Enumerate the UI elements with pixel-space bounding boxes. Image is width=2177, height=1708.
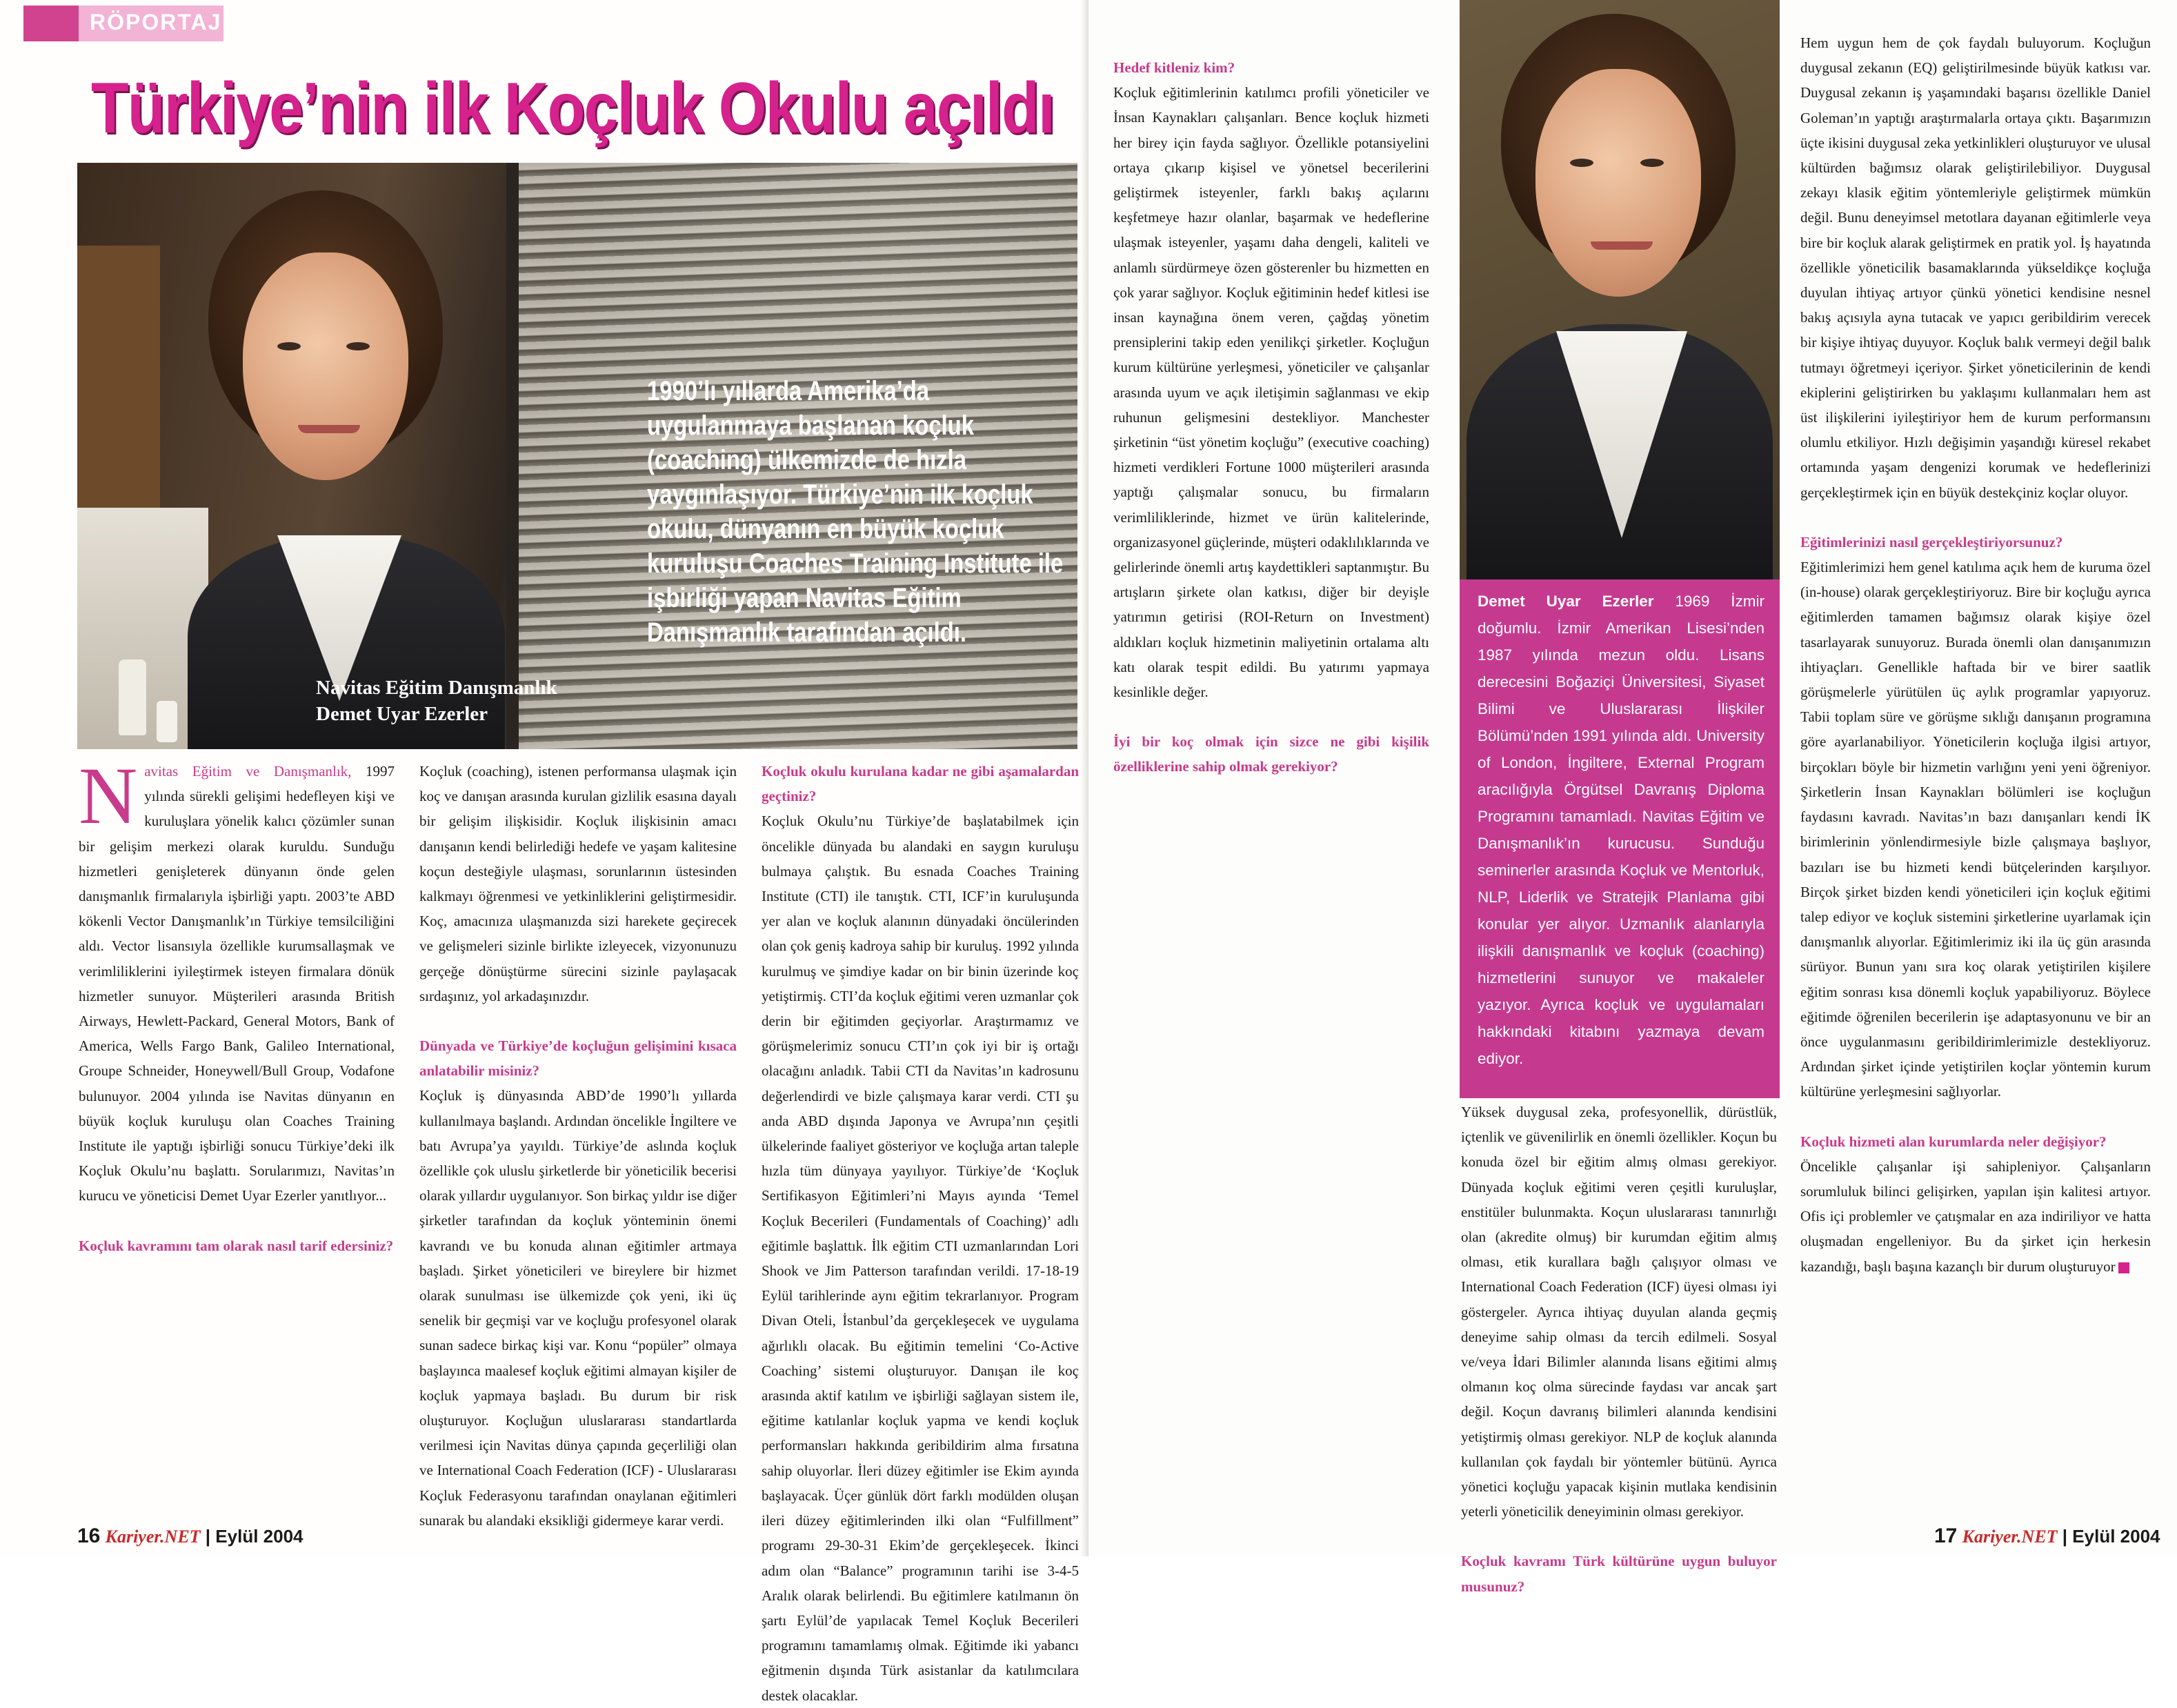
column-5 bbox=[1461, 1100, 1777, 1599]
portrait-figure bbox=[160, 177, 519, 749]
intro-paragraph bbox=[79, 751, 395, 1209]
column-6 bbox=[1800, 30, 2151, 1279]
answer-paragraph: Koçluk iş dünyasında ABD’de 1990’lı yıllarda kullanılmaya başlandı. Ardından öncelikle İngiltere ve batı Avrupa’ya yayıldı. Türkiye’de aslında koçluk özellikle çok uluslu şirketlerde bir yöneticilik becerisi olarak yıllardır uygulanıyor. Son birkaç yıldır ise diğer şirketler tarafından da koçluk yönteminin önemi kavrandı ve bu konuda alınan eğitimler artmaya başladı. Şirket yöneticileri ve bireylere bir hizmet olarak sunulması ise ülkemizde çok yeni, iki üç senelik bir geçmişi var ve koçluğu profesyonel olarak sunan sadece birkaç kişi var. Konu “popüler” olmaya başlayınca maalesef koçluk eğitimi almayan kişiler de koçluk yapmaya başladı. Bu durum bir risk oluşturuyor. Koçluğun uluslararası standartlarda verilmesi için Navitas dünya çapında geçerliliği olan ve International Coach Federation (ICF) - Uluslararası Koçluk Federasyonu tarafından onaylanan eğitimleri sunarak bu alandaki eksikliği gidermeye karar verdi. bbox=[419, 1087, 737, 1529]
intro-lead: avitas Eğitim ve Danışmanlık, bbox=[144, 763, 352, 779]
answer-paragraph: Koçluk (coaching), istenen performansa ulaşmak için koç ve danışan arasında kurulan gizlilik esasına dayalı bir gelişim ilişkisidir. Koçluk ilişkisinin amacı danışanın kendi belirlediği hedefe ve yaşam kalitesine koçun desteğiyle ulaşması, sorunlarının üstesinden kalkmayı öğrenmesi ve yetkinliklerini geliştirmesidir. Koç, amacınıza ulaşmanızda sizi harekete geçirecek ve gelişmeleri sizinle birlikte izleyecek, vizyonunuzu gerçeğe dönüştürme sürecini sizinle paylaşacak sırdaşınız, yol arkadaşınızdır. bbox=[419, 763, 737, 1004]
answer-paragraph: Koçluk Okulu’nu Türkiye’de başlatabilmek için öncelikle dünyada bu alandaki en saygın kuruluşu bulmaya çalıştık. Bu esnada Coaches Training Institute (CTI) ile tanıştık. CTI, ICF’in kuruluşunda yer alan ve koçluk alanının dünyadaki öncülerinden olan çok geniş kadroya sahip bir kuruluş. 1992 yılında kurulmuş ve şimdiye kadar on bir binin üzerinde koç yetiştirmiş. CTI’da koçluk eğitimi veren uzmanlar çok derin bir eğitimden geçiyorlar. Araştırmamız ve görüşmelerimiz sonucu CTI’ın çok iyi bir iş ortağı olacağını anladık. Tabii CTI da Navitas’ın kadrosunu değerlendirdi ve bizle çalışmaya karar verdi. CTI şu anda ABD dışında Japonya ve Avrupa’nın çeşitli ülkelerinde faaliyet gösteriyor ve koçluğa artan taleple hızla tüm dünyaya yayılıyor. Türkiye’de ‘Koçluk Sertifikasyon Eğitimleri’ni Mayıs ayında ‘Temel Koçluk Becerileri (Fundamentals of Coaching)’ adlı eğitimle başlattık. İlk eğitim CTI uzmanlarından Lori Shook ve Jim Patterson tarafından verildi. 17-18-19 Eylül tarihlerinde aynı eğitim tekrarlanıyor. Program Divan Oteli, İstanbul’da gerçekleşecek ve uygulama ağırlıklı olacak. Bu eğitimin temelini ‘Co-Active Coaching’ sistemi oluşturuyor. Danışan ile koç arasında aktif katılım ve işbirliği sağlayan sistem ile, eğitime katılanlar koçluk yapma ve kendi koçluk performansları hakkında geribildirim alma fırsatına sahip oluyorlar. İleri düzey eğitimler ise Ekim ayında başlayacak. Üçer günlük dört farklı modülden oluşan ileri düzey eğitimlerinden ilki olan “Fulfillment” programı 29-30-31 Ekim’de gerçekleşecek. İkinci adım olan “Balance” programının tarihi ise 3-4-5 Aralık olarak belirlendi. Bu eğitimlere katılmanın ön şartı Eylül’de yapılacak Temel Koçluk Becerileri programını tamamlamış olmak. Eğitimde iki yabancı eğitmenin dışında Türk asistanlar da katılımcılara destek olacaklar. bbox=[762, 813, 1079, 1704]
answer-paragraph: Koçluk eğitimlerinin katılımcı profili yöneticiler ve İnsan Kaynakları çalışanları. Bence koçluk hizmeti her birey için fayda sağlıyor. Özellikle potansiyelini ortaya çıkarıp kişisel ve yönetsel becerilerini geliştirmek isteyenler, farklı bakış açılarını keşfetmeye hazır olanlar, başarmak ve hedeflerine ulaşmak isteyenler, yaşamı daha dengeli, kaliteli ve anlamlı sürdürmeye özen gösterenler bu hizmetten en çok yarar sağlıyor. Koçluk eğitiminin hedef kitlesi ise insan kaynağına önem veren, çağdaş yönetim prensiplerini takip eden yenilikçi şirketler. Koçluğun kurum kültürüne yerleşmesi, yöneticiler ve çalışanlar arasında uyum ve açık iletişimin sağlanması ve ekip ruhunun gelişmesini destekliyor. Manchester şirketinin “üst yönetim koçluğu” (executive coaching) hizmeti verdikleri Fortune 1000 müşterileri arasında yaptığı çalışmalar sonucu, bu firmaların verimliliklerinde, hizmet ve ürün kalitelerinde, organizasyonel güçlerinde, müşteri odaklılıklarında ve gelirlerinde önemli artış kaydettikleri saptanmıştır. Bu artışların şirkete olan katkısı, diğer bir deyişle yatırımın getirisi (ROI-Return on Investment) aldıkları koçluk hizmetinin maliyetinin ortalama altı katı olarak tespit edildi. Bu yatırımı yapmaya kesinlikle değer. bbox=[1113, 84, 1429, 701]
bio-paragraph bbox=[1478, 588, 1765, 1072]
intro-text: 1997 yılında sürekli gelişimi hedefleyen kişi ve kuruluşlara yönelik kalıcı çözümler sunan bir gelişim merkezi olarak kuruldu. Sunduğu hizmetleri genişleterek dünyanın önde gelen danışmanlık firmalarıyla işbirliği yaptı. 2003’te ABD kökenli Vector Danışmanlık’ın Türkiye temsilciliğini aldı. Vector lisansıyla özellikle kurumsallaşmak ve verimliliklerini iyileştirmek isteyen firmalara dönük hizmetler sunuyor. Müşterileri arasında British Airways, Hewlett-Packard, General Motors, Bank of America, Wells Fargo Bank, Galileo International, Groupe Schneider, Honeywell/Bull Group, Vodafone bulunuyor. 2004 yılında ise Navitas dünyanın en büyük koçluk kuruluşu olan Coaches Training Institute ile yaptığı işbirliği sonucu Türkiye’deki ilk Koçluk Okulu’nu başlattı. Sorularımızı, Navitas’ın kurucu ve yöneticisi Demet Uyar Ezerler yanıtlıyor... bbox=[79, 763, 395, 1204]
issue-date: Eylül 2004 bbox=[215, 1526, 304, 1547]
answer-paragraph bbox=[1800, 1154, 2151, 1279]
magazine-brand: Kariyer.NET bbox=[105, 1527, 201, 1547]
answer-paragraph: Yüksek duygusal zeka, profesyonellik, dürüstlük, içtenlik ve güvenilirlik en önemli özellikler. Koçun bu konuda özel bir eğitim almış olması gerekiyor. Dünyada koçluk eğitimi veren çeşitli kuruluşlar, enstitüler bulunmakta. Koçun uluslararası tanınırlığı olan (akredite olmuş) bir kurumdan eğitim almış olması, etik kurallara bağlı çalışıyor olması ve International Coach Federation (ICF) üyesi olması iyi göstergeler. Ayrıca ihtiyaç duyulan alanda geçmiş deneyime sahip olması da tercih edilmeli. Sosyal ve/veya İdari Bilimler alanında lisans eğitimi almış olmanın koç olma sürecinde faydası var ancak şart değil. Koçun davranış bilimleri alanında kendisini yetiştirmiş olması gerekiyor. NLP de koçluk alanında kullanılan çok faydalı bir yöntemler bütünü. Ayrıca yönetici koçluğu yapacak kişinin mutlaka kendisinin yeterli yöneticilik deneyiminin olması gerekiyor. bbox=[1461, 1104, 1777, 1520]
bio-box bbox=[1460, 579, 1780, 1098]
column-4 bbox=[1113, 30, 1429, 779]
answer-paragraph: Eğitimlerimizi hem genel katılıma açık hem de kuruma özel (in-house) olarak gerçekleştiriyoruz. Bire bir koçluğu ayrıca eğitimlerden tamamen bağımsız olarak kişiye özel tasarlayarak sunuyoruz. Burada önemli olan danışanımızın ihtiyaçları. Genellikle haftada bir ve birer saatlik görüşmelerle yürütülen üç aylık programlar yapıyoruz. Tabii toplam süre ve görüşme sıklığı danışanın programına göre ayarlanabiliyor. Yöneticilerin koçluğa ilgisi artıyor, birçokları böyle bir hizmetin varlığını yeni yeni öğreniyor. Şirketlerin İnsan Kaynakları bölümleri ise koçluğun faydasını kavradı. Navitas’ın bazı danışanları kendi İK birimlerinin yönlendirmesiyle bizle çalışmaya başlıyor, bazıları ise bu hizmeti kendi bütçelerinden karşılıyor. Birçok şirket bizden kendi yöneticileri için koçluk eğitimi talep ediyor ve koçluk sistemini şirketlerine uyarlamak için danışmanlık alıyorlar. Eğitimlerimiz iki ila üç gün arasında sürüyor. Bunun yanı sıra koç olarak yetiştirilen kişilere eğitim sonrası kısa dönemli koçluk yapabiliyoruz. Böylece eğitimde öğrenilen becerilerin işe adaptasyonunu ve bir an önce uygulanmasını geribildirimlerimizle destekliyoruz. Ardından şirket içinde yetiştirilen koçlar yöntemin kurum kültürüne yerleşmesini sağlıyorlar. bbox=[1800, 559, 2151, 1100]
end-square-icon bbox=[2118, 1262, 2129, 1273]
question-heading: Koçluk hizmeti alan kurumlarda neler değişiyor? bbox=[1800, 1133, 2107, 1150]
column-2 bbox=[419, 759, 737, 1533]
page-number: 17 bbox=[1934, 1525, 1958, 1547]
bio-text: 1969 İzmir doğumlu. İzmir Amerikan Lisesi’nden 1987 yılında mezun oldu. Lisans derecesini Boğaziçi Üniversitesi, Siyaset Bilimi ve Uluslararası İlişkiler Bölümü’nden 1991 yılında aldı. University of London, İngiltere, External Program aracılığıyla Örgütsel Davranış Diploma Programını tamamladı. Navitas Eğitim ve Danışmanlık’ın kurucusu. Sunduğu seminerler arasında Koçluk ve Mentorluk, NLP, Liderlik ve Stratejik Planlama gibi konular yer alıyor. Uzmanlık alanlarıyla ilişkili danışmanlık ve koçluk (coaching) hizmetlerini sunuyor ve makaleler yazıyor. Ayrıca koçluk ve uygulamaları hakkındaki kitabını yazmaya devam ediyor. bbox=[1478, 593, 1765, 1067]
drop-cap: N bbox=[79, 751, 138, 841]
right-page bbox=[1088, 0, 2177, 1595]
bottle-shape bbox=[119, 659, 146, 735]
question-heading: Eğitimlerinizi nasıl gerçekleştiriyorsunuz? bbox=[1800, 533, 2063, 550]
question-heading: Dünyada ve Türkiye’de koçluğun gelişimini kısaca anlatabilir misiniz? bbox=[419, 1037, 737, 1080]
portrait-figure bbox=[1460, 0, 1780, 579]
final-answer: Öncelikle çalışanlar işi sahipleniyor. Çalışanların sorumluluk bilinci gelişirken, yapılan işin kalitesi artıyor. Ofis içi problemler ve çatışmalar en aza indiriliyor ve hatta oluşmadan engelleniyor. Bu da şirket için herkesin kazandığı, başlı başına kazançlı bir durum oluşturuyor bbox=[1800, 1158, 2151, 1275]
question-heading: İyi bir koç olmak için sizce ne gibi kişilik özelliklerine sahip olmak gerekiyor? bbox=[1113, 733, 1429, 775]
question-heading: Koçluk kavramını tam olarak nasıl tarif edersiniz? bbox=[79, 1237, 394, 1254]
column-3 bbox=[762, 759, 1079, 1708]
page-number: 16 bbox=[77, 1525, 101, 1547]
folio-right: 17 Kariyer.NET | Eylül 2004 bbox=[1934, 1525, 2160, 1547]
portrait-photo bbox=[1460, 0, 1780, 579]
question-heading: Hedef kitleniz kim? bbox=[1113, 59, 1235, 76]
section-tag bbox=[23, 6, 223, 41]
answer-paragraph: Hem uygun hem de çok faydalı buluyorum. Koçluğun duygusal zekanın (EQ) geliştirilmesinde büyük katkısı var. Duygusal zekanın iş yaşamındaki başarısı özellikle Daniel Goleman’ın yaptığı araştırmalarla ortaya çıktı. Başarımızın üçte ikisini duygusal zeka yetkinlikleri oluşturuyor ve ulusal kültürden bağımsız olarak geliştirilebiliyor. Duygusal zekayı klasik eğitim yöntemleriyle geliştirmek mümkün değil. Bunu deneyimsel metotlara dayanan eğitimlerle veya bire bir koçluk alarak geliştirmek en pratik yol. İş hayatında özellikle yöneticilik basamaklarında yükseldikçe koçluğa duyulan ihtiyaç artıyor çünkü yönetici kendisine nesnel bakış açısıyla ayna tutacak ve yapıcı geribildirim verecek bir kişiye ihtiyaç duyuyor. Koçluk balık vermeyi değil balık tutmayı öğretmeyi içeriyor. Şirket yöneticilerinin de kendi ekiplerini geliştirirken bu yaklaşımı kullanmaları hem ast üst ilişkilerini iyileştiriyor hem de kurum performansını olumlu etkiliyor. Hızlı değişimin yaşandığı küresel rekabet ortamında yaşam dengenizi korumak ve hedeflerinizi gerçekleştirmek için en büyük destekçiniz koçlar oluyor. bbox=[1800, 34, 2151, 501]
left-page bbox=[0, 0, 1088, 1704]
column-1 bbox=[79, 751, 395, 1258]
question-heading: Koçluk kavramı Türk kültürüne uygun buluyor musunuz? bbox=[1461, 1553, 1777, 1595]
question-heading: Koçluk okulu kurulana kadar ne gibi aşamalardan geçtiniz? bbox=[762, 763, 1079, 805]
bookshelf-shape bbox=[77, 246, 160, 508]
photo-caption bbox=[316, 675, 557, 727]
folio-left: 16 Kariyer.NET | Eylül 2004 bbox=[77, 1525, 304, 1547]
issue-date: Eylül 2004 bbox=[2072, 1526, 2160, 1547]
article-headline: Türkiye’nin ilk Koçluk Okulu açıldı bbox=[91, 68, 1055, 148]
bio-name: Demet Uyar Ezerler bbox=[1478, 593, 1654, 610]
caption-line-2: Demet Uyar Ezerler bbox=[316, 703, 488, 725]
magazine-brand: Kariyer.NET bbox=[1962, 1527, 2058, 1547]
caption-line-1: Navitas Eğitim Danışmanlık bbox=[316, 677, 557, 699]
pull-quote: 1990’lı yıllarda Amerika’da uygulanmaya başlanan koçluk (coaching) ülkemizde de hızla yaygınlaşıyor. Türkiye’nin ilk koçluk okulu, dünyanın en büyük koçluk kuruluşu Coaches Training Institute ile işbirliği yapan Navitas Eğitim Danışmanlık tarafından açıldı. bbox=[647, 376, 1064, 648]
section-label: RÖPORTAJ bbox=[90, 10, 222, 34]
